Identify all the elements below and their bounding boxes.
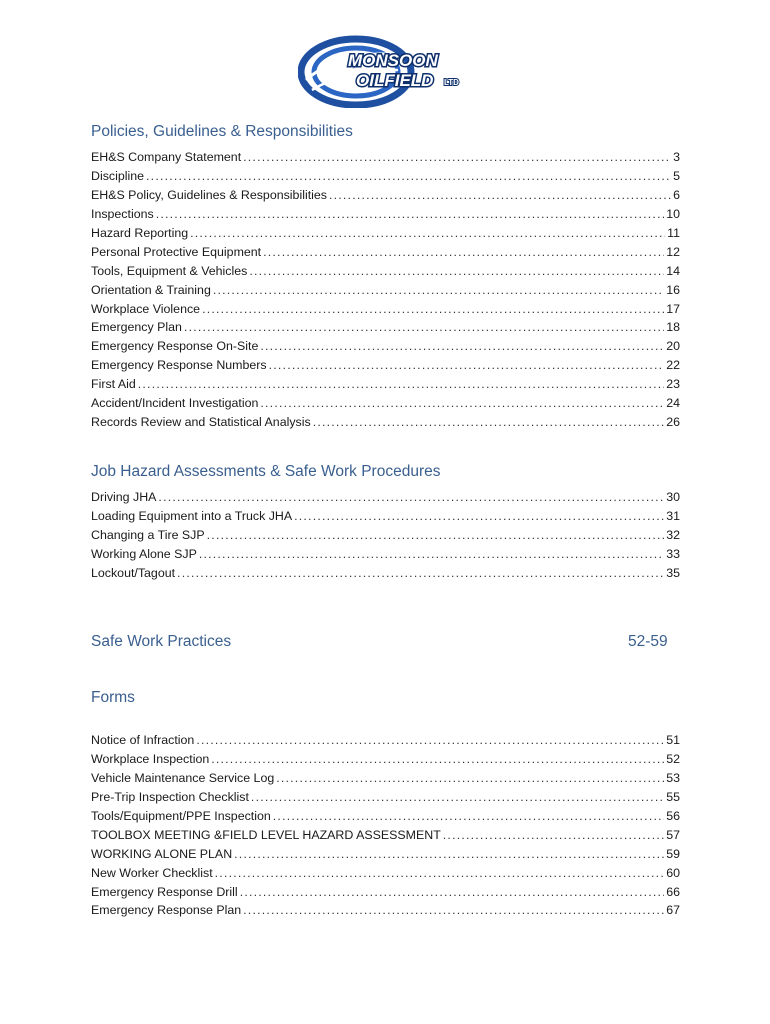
toc-entry[interactable] [91, 864, 680, 883]
toc-dot-leader [207, 526, 665, 545]
toc-entry[interactable] [91, 901, 680, 920]
toc-entry-title: Notice of Infraction [91, 733, 195, 747]
toc-entry-title: Inspections [91, 206, 154, 221]
toc-entry-page: 23 [666, 377, 680, 392]
toc-dot-leader [243, 148, 671, 167]
toc-entry[interactable] [91, 318, 680, 337]
toc-dot-leader [146, 167, 671, 186]
toc-entry-page: 35 [666, 565, 680, 580]
toc-entry[interactable] [91, 883, 680, 902]
toc-list-jha [91, 488, 680, 583]
toc-dot-leader [202, 300, 664, 319]
toc-entry[interactable] [91, 356, 680, 375]
toc-entry[interactable] [91, 413, 680, 432]
toc-entry-page: 52 [666, 751, 680, 766]
toc-entry-title: Working Alone SJP [91, 546, 197, 561]
toc-entry-title: Workplace Inspection [91, 751, 210, 766]
toc-dot-leader [199, 545, 664, 564]
toc-dot-leader [260, 337, 664, 356]
toc-dot-leader [184, 318, 664, 337]
toc-entry-page: 55 [666, 789, 680, 804]
toc-entry-page: 57 [666, 827, 680, 842]
toc-dot-leader [177, 564, 664, 583]
toc-dot-leader [276, 769, 664, 788]
toc-entry[interactable] [91, 826, 680, 845]
section-heading-policies: Policies, Guidelines & Responsibilities [91, 123, 353, 140]
toc-entry-title: Emergency Response Drill [91, 884, 238, 899]
logo-line2: OILFIELD [356, 71, 434, 90]
toc-dot-leader [213, 281, 664, 300]
toc-entry-page: 12 [666, 244, 680, 259]
toc-entry[interactable] [91, 488, 680, 507]
toc-entry-page: 30 [666, 490, 680, 504]
toc-dot-leader [313, 413, 665, 432]
toc-entry[interactable] [91, 845, 680, 864]
toc-entry[interactable] [91, 750, 680, 769]
toc-entry-page: 31 [666, 508, 680, 523]
toc-dot-leader [234, 845, 664, 864]
toc-dot-leader [211, 750, 664, 769]
toc-entry-title: First Aid [91, 377, 136, 392]
toc-entry[interactable] [91, 769, 680, 788]
section-heading-forms: Forms [91, 689, 135, 706]
toc-entry-title: Emergency Plan [91, 320, 182, 335]
toc-entry-title: Emergency Response Numbers [91, 358, 267, 373]
toc-entry-title: New Worker Checklist [91, 865, 213, 880]
logo-line1: MONSOON [348, 51, 438, 70]
company-logo [298, 32, 474, 108]
toc-entry-title: WORKING ALONE PLAN [91, 846, 233, 861]
toc-entry-page: 26 [666, 415, 680, 430]
toc-entry-page: 5 [673, 168, 680, 183]
toc-entry[interactable] [91, 526, 680, 545]
toc-entry-page: 60 [666, 865, 680, 880]
toc-entry-page: 56 [666, 808, 680, 823]
toc-entry[interactable] [91, 281, 680, 300]
toc-entry-page: 51 [666, 733, 680, 747]
toc-entry-title: Tools, Equipment & Vehicles [91, 263, 248, 278]
toc-entry-page: 14 [666, 263, 680, 278]
toc-entry[interactable] [91, 243, 680, 262]
toc-entry-page: 11 [667, 225, 680, 240]
toc-dot-leader [443, 826, 664, 845]
toc-dot-leader [263, 243, 664, 262]
toc-entry[interactable] [91, 807, 680, 826]
toc-dot-leader [156, 205, 665, 224]
toc-entry-title: Tools/Equipment/PPE Inspection [91, 808, 271, 823]
toc-entry-title: EH&S Policy, Guidelines & Responsibilities [91, 187, 327, 202]
toc-entry[interactable] [91, 394, 680, 413]
toc-entry-title: EH&S Company Statement [91, 150, 242, 164]
toc-entry[interactable] [91, 167, 680, 186]
toc-entry-page: 18 [666, 320, 680, 335]
toc-entry-title: Discipline [91, 168, 145, 183]
toc-entry[interactable] [91, 224, 680, 243]
toc-dot-leader [260, 394, 664, 413]
toc-dot-leader [190, 224, 665, 243]
toc-dot-leader [240, 883, 665, 902]
toc-entry-page: 24 [666, 396, 680, 411]
toc-entry[interactable] [91, 545, 680, 564]
toc-dot-leader [273, 807, 664, 826]
toc-entry-page: 17 [666, 301, 680, 316]
toc-entry-page: 10 [666, 206, 680, 221]
toc-list-forms [91, 731, 680, 920]
toc-entry[interactable] [91, 300, 680, 319]
toc-entry[interactable] [91, 731, 680, 750]
toc-entry-title: Changing a Tire SJP [91, 527, 205, 542]
toc-entry-page: 32 [666, 527, 680, 542]
toc-entry-title: Vehicle Maintenance Service Log [91, 770, 275, 785]
toc-entry-page: 22 [666, 358, 680, 373]
toc-entry[interactable] [91, 564, 680, 583]
section-heading-safe-work-practices: Safe Work Practices [91, 633, 232, 650]
toc-entry-page: 20 [666, 339, 680, 354]
toc-entry-page: 16 [666, 282, 680, 297]
toc-entry-title: Lockout/Tagout [91, 565, 176, 580]
toc-entry[interactable] [91, 205, 680, 224]
toc-entry-page: 67 [666, 903, 680, 918]
toc-entry-title: Emergency Response On-Site [91, 339, 259, 354]
toc-dot-leader [215, 864, 665, 883]
toc-entry-page: 33 [666, 546, 680, 561]
toc-entry[interactable] [91, 262, 680, 281]
toc-dot-leader [294, 507, 664, 526]
section-page-range: 52-59 [628, 633, 668, 650]
toc-entry[interactable] [91, 337, 680, 356]
toc-entry[interactable] [91, 186, 680, 205]
toc-dot-leader [269, 356, 665, 375]
toc-entry-title: Driving JHA [91, 490, 157, 504]
toc-entry[interactable] [91, 788, 680, 807]
toc-entry-title: Personal Protective Equipment [91, 244, 262, 259]
section-heading-jha: Job Hazard Assessments & Safe Work Procedures [91, 463, 441, 480]
toc-dot-leader [196, 731, 664, 750]
toc-entry-page: 59 [666, 846, 680, 861]
toc-entry-page: 53 [666, 770, 680, 785]
toc-dot-leader [329, 186, 671, 205]
toc-entry-title: Emergency Response Plan [91, 903, 242, 918]
toc-entry-title: Loading Equipment into a Truck JHA [91, 508, 293, 523]
toc-entry-title: Accident/Incident Investigation [91, 396, 259, 411]
toc-dot-leader [158, 488, 664, 507]
toc-entry[interactable] [91, 375, 680, 394]
toc-entry[interactable] [91, 507, 680, 526]
logo-suffix: LTD [444, 78, 459, 87]
toc-entry-title: Hazard Reporting [91, 225, 189, 240]
toc-entry[interactable] [91, 148, 680, 167]
toc-entry-page: 66 [666, 884, 680, 899]
toc-entry-title: TOOLBOX MEETING &FIELD LEVEL HAZARD ASSESSMENT [91, 827, 441, 842]
toc-list-policies [91, 148, 680, 432]
toc-entry-title: Pre-Trip Inspection Checklist [91, 789, 249, 804]
toc-dot-leader [251, 788, 664, 807]
toc-dot-leader [243, 901, 664, 920]
toc-entry-title: Workplace Violence [91, 301, 201, 316]
toc-dot-leader [249, 262, 664, 281]
toc-dot-leader [138, 375, 664, 394]
toc-entry-page: 3 [673, 150, 680, 164]
toc-entry-title: Orientation & Training [91, 282, 211, 297]
toc-entry-page: 6 [673, 187, 680, 202]
toc-entry-title: Records Review and Statistical Analysis [91, 415, 311, 430]
